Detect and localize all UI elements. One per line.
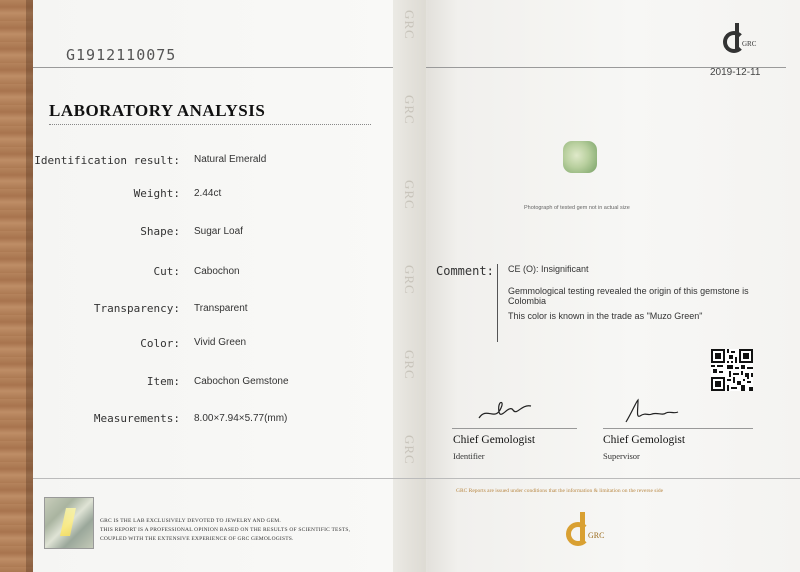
report-serial-number: G1912110075: [66, 46, 177, 64]
identifier-signature: [475, 396, 535, 426]
header-divider-left: [33, 67, 393, 68]
field-label-shape: Shape:: [140, 225, 180, 238]
gold-logo-text: GRC: [588, 531, 605, 540]
field-label-identification: Identification result:: [34, 154, 180, 167]
field-value-shape: Sugar Loaf: [194, 226, 243, 237]
footer-divider: [33, 478, 800, 479]
comment-divider: [497, 264, 498, 342]
field-label-transparency: Transparency:: [93, 302, 180, 315]
photo-caption: Photograph of tested gem not in actual size: [524, 205, 630, 211]
comment-line-trade-color: This color is known in the trade as "Muzo Green": [508, 311, 703, 321]
wooden-table-edge: [0, 0, 33, 572]
gold-logo-c-mark: [566, 522, 590, 546]
comment-line-origin: Gemmological testing revealed the origin of this gemstone is Colombia: [508, 286, 749, 306]
strip-watermark: GRC: [402, 435, 417, 465]
strip-watermark: GRC: [402, 95, 417, 125]
logo-bar-mark: [735, 23, 739, 49]
field-label-color: Color:: [140, 337, 180, 350]
field-value-weight: 2.44ct: [194, 188, 222, 199]
field-value-transparency: Transparent: [194, 303, 248, 314]
strip-watermark: GRC: [402, 180, 417, 210]
qr-code: [711, 349, 753, 391]
field-value-color: Vivid Green: [194, 337, 247, 348]
supervisor-title: Chief Gemologist: [603, 434, 686, 446]
strip-watermark: GRC: [402, 350, 417, 380]
field-label-measurements: Measurements:: [93, 412, 180, 425]
grc-logo: [723, 23, 763, 59]
field-label-weight: Weight:: [133, 187, 180, 200]
strip-watermark: GRC: [402, 10, 417, 40]
comment-line-ce: CE (O): Insignificant: [508, 264, 589, 274]
supervisor-signature-line: [603, 428, 753, 429]
supervisor-role: Supervisor: [603, 451, 640, 461]
supervisor-signature: [622, 398, 682, 426]
hologram-seal: [44, 497, 94, 549]
footer-line-1: GRC IS THE LAB EXCLUSIVELY DEVOTED TO JEWELRY AND GEM.: [100, 518, 281, 524]
footer-line-3: COUPLED WITH THE EXTENSIVE EXPERIENCE OF GRC GEMOLOGISTS.: [100, 536, 294, 542]
gemstone-photo: [563, 141, 597, 173]
field-value-cut: Cabochon: [194, 266, 240, 277]
logo-text: GRC: [742, 40, 757, 48]
field-value-measurements: 8.00×7.94×5.77(mm): [194, 413, 288, 424]
reports-conditions-note: GRC Reports are issued under conditions that the information & limitation on the reverse side: [456, 488, 664, 494]
field-value-item: Cabochon Gemstone: [194, 376, 289, 387]
comment-label: Comment:: [436, 264, 494, 278]
report-date: 2019-12-11: [710, 67, 761, 78]
gold-logo-bar-mark: [580, 512, 585, 542]
page-title: LABORATORY ANALYSIS: [49, 101, 266, 120]
grc-gold-logo: [566, 512, 614, 548]
identifier-title: Chief Gemologist: [453, 434, 536, 446]
field-label-cut: Cut:: [153, 265, 180, 278]
field-label-item: Item:: [146, 375, 180, 388]
identifier-signature-line: [452, 428, 577, 429]
strip-watermark: GRC: [402, 265, 417, 295]
identifier-role: Identifier: [453, 451, 485, 461]
field-value-identification: Natural Emerald: [194, 154, 267, 165]
footer-line-2: THIS REPORT IS A PROFESSIONAL OPINION BASED ON THE RESULTS OF SCIENTIFIC TESTS,: [100, 527, 351, 533]
title-underline: [49, 124, 371, 125]
